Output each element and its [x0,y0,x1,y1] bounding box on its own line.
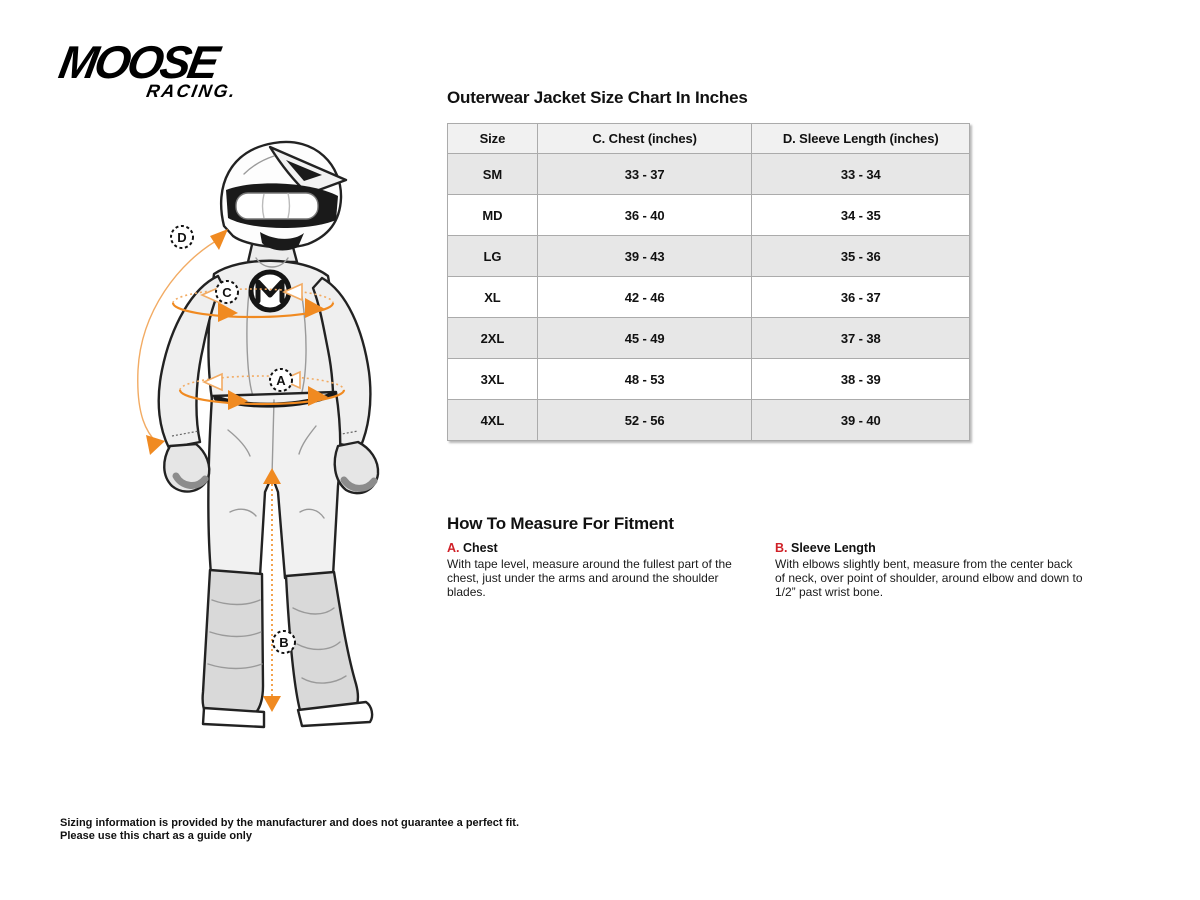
chest-cell: 42 - 46 [537,277,752,318]
size-cell: 4XL [448,400,538,441]
column-header-size: Size [448,124,538,154]
measure-description: With elbows slightly bent, measure from the center back of neck, over point of shoulder, around elbow and down to 1/2” past wrist bone. [775,556,1083,600]
size-cell: 3XL [448,359,538,400]
rider-measurement-figure [50,130,440,740]
disclaimer-line-2: Please use this chart as a guide only [60,829,252,842]
figure-left-boot [203,570,263,722]
chest-cell: 52 - 56 [537,400,752,441]
chest-cell: 36 - 40 [537,195,752,236]
disclaimer-line-1: Sizing information is provided by the manufacturer and does not guarantee a perfect fit. [60,817,520,829]
figure-goggles-lens [236,193,318,219]
size-cell: MD [448,195,538,236]
measure-item-chest [447,541,749,599]
sleeve-cell: 38 - 39 [752,359,970,400]
column-header-chest: C. Chest (inches) [537,124,752,154]
svg-text:A: A [276,373,286,388]
table-row [448,400,970,441]
svg-text:D: D [177,230,187,245]
measure-item-heading [447,541,749,556]
chest-cell: 39 - 43 [537,236,752,277]
size-chart-table [447,123,970,441]
measure-item-sleeve-length [775,541,1083,599]
sleeve-cell: 33 - 34 [752,154,970,195]
measure-letter: A. [447,541,460,555]
figure-chest-logo [251,272,289,310]
figure-label-sleeve [171,226,193,248]
size-cell: XL [448,277,538,318]
figure-label-inseam [273,631,295,653]
table-row [448,359,970,400]
measure-name: Sleeve Length [790,541,876,555]
size-chart-title: Outerwear Jacket Size Chart In Inches [447,88,748,107]
size-cell: 2XL [448,318,538,359]
table-row [448,277,970,318]
figure-sleeve-arrow-bottom [146,435,165,455]
figure-right-boot [286,572,358,722]
svg-text:C: C [222,285,232,300]
table-row [448,318,970,359]
figure-pants [208,392,340,578]
measure-letter: B. [775,541,788,555]
table-row [448,154,970,195]
measure-item-heading [775,541,1083,556]
chest-cell: 48 - 53 [537,359,752,400]
table-row [448,195,970,236]
how-to-measure-title: How To Measure For Fitment [447,514,674,533]
chest-cell: 33 - 37 [537,154,752,195]
svg-text:B: B [279,635,289,650]
sizing-disclaimer [60,817,519,843]
figure-left-boot-sole [203,708,264,727]
measure-name: Chest [462,541,498,555]
sleeve-cell: 36 - 37 [752,277,970,318]
size-cell: LG [448,236,538,277]
figure-label-waist [270,369,292,391]
size-cell: SM [448,154,538,195]
sleeve-cell: 34 - 35 [752,195,970,236]
table-header-row [448,124,970,154]
figure-label-chest [216,281,238,303]
column-header-sleeve: D. Sleeve Length (inches) [752,124,970,154]
sleeve-cell: 35 - 36 [752,236,970,277]
measure-description: With tape level, measure around the fullest part of the chest, just under the arms and around the shoulder blades. [447,556,732,600]
table-row [448,236,970,277]
figure-sleeve-arrow-top [210,229,228,250]
sleeve-cell: 39 - 40 [752,400,970,441]
sleeve-cell: 37 - 38 [752,318,970,359]
brand-logo-moose: MOOSE [55,36,221,88]
brand-logo [53,36,254,102]
brand-logo-racing: RACING. [144,81,239,102]
chest-cell: 45 - 49 [537,318,752,359]
